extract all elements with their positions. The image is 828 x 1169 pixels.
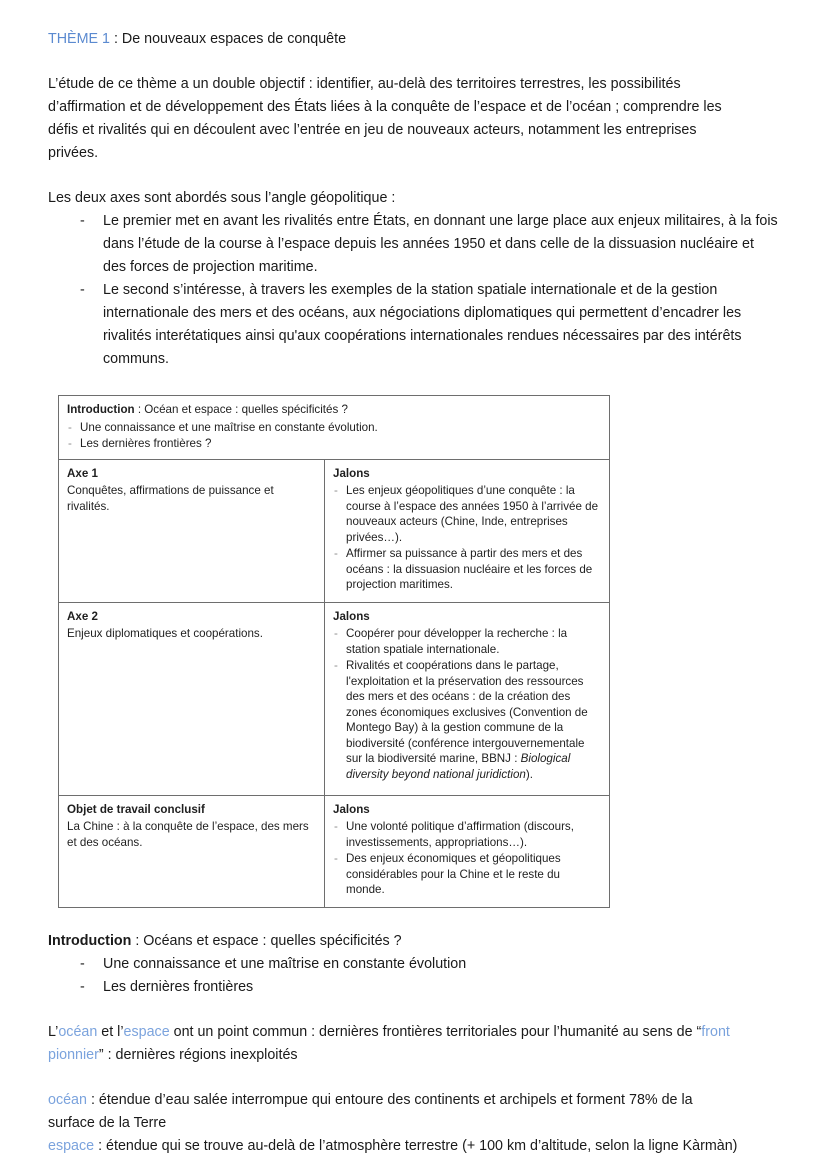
common-tail: ” : dernières régions inexploités — [98, 1046, 298, 1063]
table-cell-introduction — [59, 396, 609, 459]
table-cell-axe1-jalons — [325, 460, 609, 602]
definition-ocean-term: océan — [48, 1091, 87, 1108]
axe1-jalons-list — [333, 483, 601, 593]
table-cell-objet-jalons — [325, 796, 609, 907]
introduction-label: Introduction — [67, 403, 135, 416]
list-item: - Le premier met en avant les rivalités entre États, en donnant une large place aux enjeux militaires, à la fois dans l’étude de la course à l’espace depuis les années 1950 et dans celle de la dissuasion nucléaire et des forces de projection maritime. — [48, 210, 780, 279]
table-cell-objet-title — [59, 796, 325, 907]
axe1-header: Axe 1 — [67, 466, 98, 480]
table-row — [59, 795, 609, 907]
axe2-header: Axe 2 — [67, 609, 98, 623]
definition-espace — [48, 1135, 738, 1158]
term-ocean: océan — [58, 1023, 98, 1040]
list-item — [333, 658, 601, 782]
theme-label: THÈME 1 — [48, 31, 110, 47]
axe1-jalons-header: Jalons — [333, 466, 370, 480]
introduction-section-bullets — [48, 953, 780, 999]
list-item: - Une connaissance et une maîtrise en constante évolution. — [67, 420, 601, 436]
axes-bullet-list — [48, 210, 780, 371]
term-front-pionnier: front pionnier — [48, 1023, 730, 1063]
table-cell-axe2-title — [59, 603, 325, 795]
common-point-paragraph — [48, 1021, 738, 1067]
table-cell-axe1-title — [59, 460, 325, 602]
list-item: - Affirmer sa puissance à partir des mers et des océans : la dissuasion nucléaire et les forces de projection maritimes. — [333, 546, 601, 593]
intro-paragraph: L’étude de ce thème a un double objectif : identifier, au-delà des territoires terrestres, les possibilités d’affirmation et de développement des États liées à la conquête de l’espace et de l’océan ; comprendre les défis et rivalités qui en découlent avec l’entrée en jeu de nouveaux acteurs, notamment les entreprises privées. — [48, 76, 722, 161]
definition-ocean-text: : étendue d’eau salée interrompue qui entoure des continents et archipels et forment 78% de la surface de la Terre — [48, 1091, 693, 1131]
axe2-jalon2-tail: ). — [525, 767, 533, 781]
list-item: - Une volonté politique d’affirmation (discours, investissements, appropriations…). — [333, 819, 601, 850]
list-item: - Des enjeux économiques et géopolitiques considérables pour la Chine et le reste du monde. — [333, 851, 601, 898]
table-row — [59, 459, 609, 602]
objet-jalons-list — [333, 819, 601, 898]
table-row — [59, 602, 609, 795]
list-item: - Coopérer pour développer la recherche : la station spatiale internationale. — [333, 626, 601, 657]
table-cell-axe2-jalons — [325, 603, 609, 795]
definition-ocean — [48, 1089, 738, 1135]
page-title — [48, 28, 780, 51]
term-espace: espace — [123, 1023, 170, 1040]
programme-table — [58, 395, 610, 908]
axe2-jalon2-text: Rivalités et coopérations dans le partage, l'exploitation et la préservation des ressources des mers et des océans : de la création des zones économiques exclusives (Convention de Montego Bay) à la gestion commune de la biodiversité (conférence intergouvernementale sur la biodiversité marine, BBNJ : — [346, 659, 588, 765]
axe2-jalons-header: Jalons — [333, 609, 370, 623]
list-item: - Les dernières frontières ? — [67, 436, 601, 452]
table-row — [59, 396, 609, 459]
introduction-section-title — [48, 930, 738, 953]
introduction-section-label: Introduction — [48, 932, 132, 949]
axe2-body: Enjeux diplomatiques et coopérations. — [67, 627, 263, 640]
objet-body: La Chine : à la conquête de l’espace, des mers et des océans. — [67, 820, 309, 849]
definition-espace-term: espace — [48, 1137, 95, 1154]
introduction-bullets — [67, 420, 601, 452]
introduction-section-rest: : Océans et espace : quelles spécificités ? — [131, 932, 402, 949]
common-prefix: L’ — [48, 1023, 59, 1040]
axe2-jalon2-italic: Biological diversity beyond national juridiction — [346, 752, 571, 781]
objet-header: Objet de travail conclusif — [67, 802, 205, 816]
common-mid1: et l’ — [97, 1023, 124, 1040]
introduction-title-rest: : Océan et espace : quelles spécificités ? — [134, 403, 348, 416]
list-item: - Le second s’intéresse, à travers les exemples de la station spatiale internationale et de la gestion internationale des mers et des océans, aux négociations diplomatiques qui permettent d’encadrer les rivalités interétatiques ainsi qu'aux coopérations internationales rendues nécessaires par des intérêts communs. — [48, 279, 780, 371]
list-item: - Les dernières frontières — [48, 976, 780, 999]
list-item: - Une connaissance et une maîtrise en constante évolution — [48, 953, 780, 976]
definition-espace-text: : étendue qui se trouve au-delà de l’atmosphère terrestre (+ 100 km d’altitude, selon la ligne Kàrmàn) — [94, 1137, 738, 1154]
theme-title-rest: : De nouveaux espaces de conquête — [109, 31, 347, 47]
objet-jalons-header: Jalons — [333, 802, 370, 816]
axe1-body: Conquêtes, affirmations de puissance et rivalités. — [67, 484, 274, 513]
introduction-title — [67, 403, 348, 416]
axes-lead-in: Les deux axes sont abordés sous l’angle géopolitique : — [48, 190, 396, 206]
list-item: - Les enjeux géopolitiques d’une conquête : la course à l’espace des années 1950 à l’arrivée de nouveaux acteurs (Chine, Inde, entreprises privées…). — [333, 483, 601, 545]
axe2-jalons-list — [333, 626, 601, 782]
common-mid2: ont un point commun : dernières frontières territoriales pour l’humanité au sens de “ — [169, 1023, 702, 1040]
